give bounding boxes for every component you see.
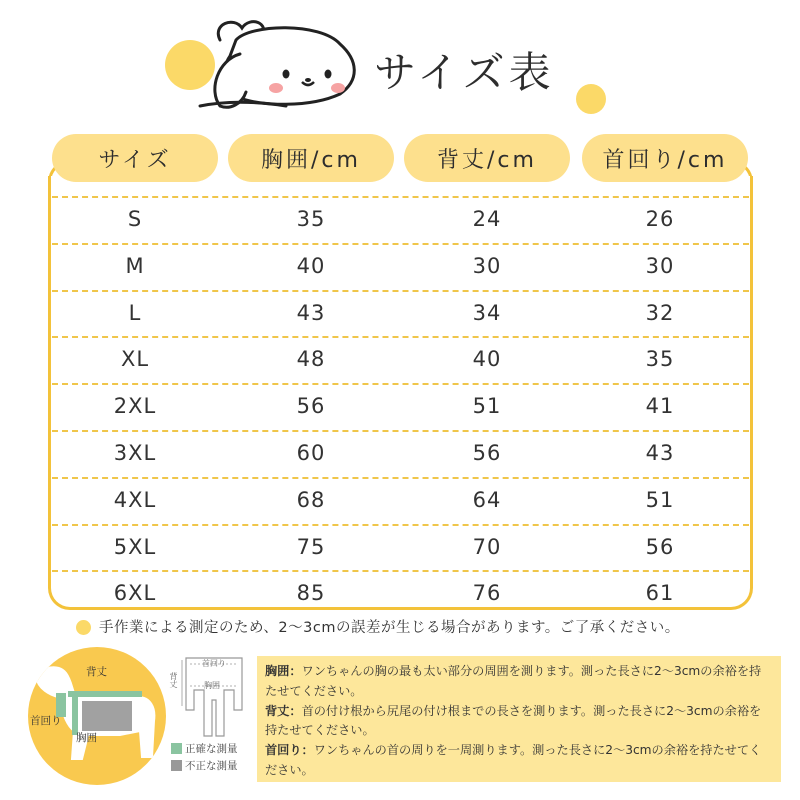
garment-chest-label: 胸囲 bbox=[204, 681, 220, 690]
page-title: サイズ表 bbox=[374, 48, 555, 97]
cell-back: 76 bbox=[472, 581, 502, 606]
legend-correct-swatch bbox=[171, 743, 182, 754]
note-bullet bbox=[76, 620, 91, 635]
cell-chest: 60 bbox=[296, 441, 326, 465]
cell-chest: 43 bbox=[296, 300, 326, 325]
cell-neck: 43 bbox=[645, 441, 675, 465]
dog-neck-label: 首回り bbox=[30, 715, 62, 727]
desc-neck-label: 首回り： bbox=[265, 743, 314, 758]
column-header-chest: 胸囲/cm bbox=[228, 134, 394, 182]
legend-correct-label: 正確な測量 bbox=[185, 743, 238, 755]
cell-neck: 35 bbox=[645, 347, 675, 372]
row-separator bbox=[52, 290, 749, 292]
cell-back: 24 bbox=[472, 207, 502, 231]
cell-back: 30 bbox=[472, 253, 502, 278]
row-separator bbox=[52, 570, 749, 572]
cell-size: S bbox=[127, 207, 143, 231]
dog-back-label: 背丈 bbox=[86, 666, 107, 678]
legend-incorrect-label: 不正な測量 bbox=[185, 760, 238, 772]
row-separator bbox=[52, 430, 749, 432]
cell-chest: 75 bbox=[296, 534, 326, 559]
cell-neck: 41 bbox=[645, 394, 675, 419]
desc-neck-text: ワンちゃんの首の周りを一周測ります。測った長さに2〜3cmの余裕を持たせてください。 bbox=[265, 743, 762, 777]
cell-neck: 30 bbox=[645, 253, 675, 278]
desc-back bbox=[265, 702, 773, 742]
garment-neck-label: 首回り bbox=[202, 659, 226, 668]
row-separator bbox=[52, 243, 749, 245]
row-separator bbox=[52, 383, 749, 385]
garment-back-label: 背丈 bbox=[169, 672, 178, 688]
cell-size: 3XL bbox=[113, 441, 157, 465]
cell-chest: 56 bbox=[296, 394, 326, 419]
cell-chest: 48 bbox=[296, 347, 326, 372]
desc-chest-label: 胸囲： bbox=[265, 664, 302, 678]
desc-chest bbox=[265, 662, 773, 702]
cell-neck: 51 bbox=[645, 487, 675, 512]
row-separator bbox=[52, 196, 749, 198]
measurement-note: 手作業による測定のため、2〜3cmの誤差が生じる場合があります。ご了承ください。 bbox=[99, 620, 680, 636]
cell-back: 40 bbox=[472, 347, 502, 372]
cell-neck: 61 bbox=[645, 581, 675, 606]
legend-incorrect-swatch bbox=[171, 760, 182, 771]
cell-neck: 56 bbox=[645, 534, 675, 559]
desc-back-label: 背丈： bbox=[265, 703, 302, 718]
column-header-neck: 首回り/cm bbox=[582, 134, 748, 182]
desc-neck bbox=[265, 741, 773, 781]
cell-size: L bbox=[128, 300, 142, 325]
cell-size: 2XL bbox=[113, 394, 157, 419]
desc-back-text: 首の付け根から尻尾の付け根までの長さを測ります。測った長さに2〜3cmの余裕を持たせてください。 bbox=[265, 703, 762, 738]
cell-size: M bbox=[125, 253, 145, 278]
cell-chest: 85 bbox=[296, 581, 326, 606]
cell-back: 34 bbox=[472, 300, 502, 325]
cell-size: 5XL bbox=[113, 534, 157, 559]
cell-back: 51 bbox=[472, 394, 502, 419]
cell-size: 4XL bbox=[113, 487, 157, 512]
cell-chest: 68 bbox=[296, 487, 326, 512]
dog-chest-label: 胸囲 bbox=[76, 732, 97, 744]
row-separator bbox=[52, 477, 749, 479]
measurement-description bbox=[257, 656, 781, 782]
column-header-back: 背丈/cm bbox=[404, 134, 570, 182]
desc-chest-text: ワンちゃんの胸の最も太い部分の周囲を測ります。測った長さに2〜3cmの余裕を持たせてください。 bbox=[265, 664, 762, 698]
cell-neck: 32 bbox=[645, 300, 675, 325]
cell-chest: 35 bbox=[296, 207, 326, 231]
row-separator bbox=[52, 336, 749, 338]
cell-size: 6XL bbox=[113, 581, 157, 606]
cell-size: XL bbox=[120, 347, 150, 372]
header-dot-right bbox=[576, 84, 606, 114]
cell-chest: 40 bbox=[296, 253, 326, 278]
column-header-size: サイズ bbox=[52, 134, 218, 182]
cell-neck: 26 bbox=[645, 207, 675, 231]
cell-back: 56 bbox=[472, 441, 502, 465]
row-separator bbox=[52, 524, 749, 526]
dog-mascot-icon bbox=[190, 10, 370, 110]
cell-back: 64 bbox=[472, 487, 502, 512]
cell-back: 70 bbox=[472, 534, 502, 559]
